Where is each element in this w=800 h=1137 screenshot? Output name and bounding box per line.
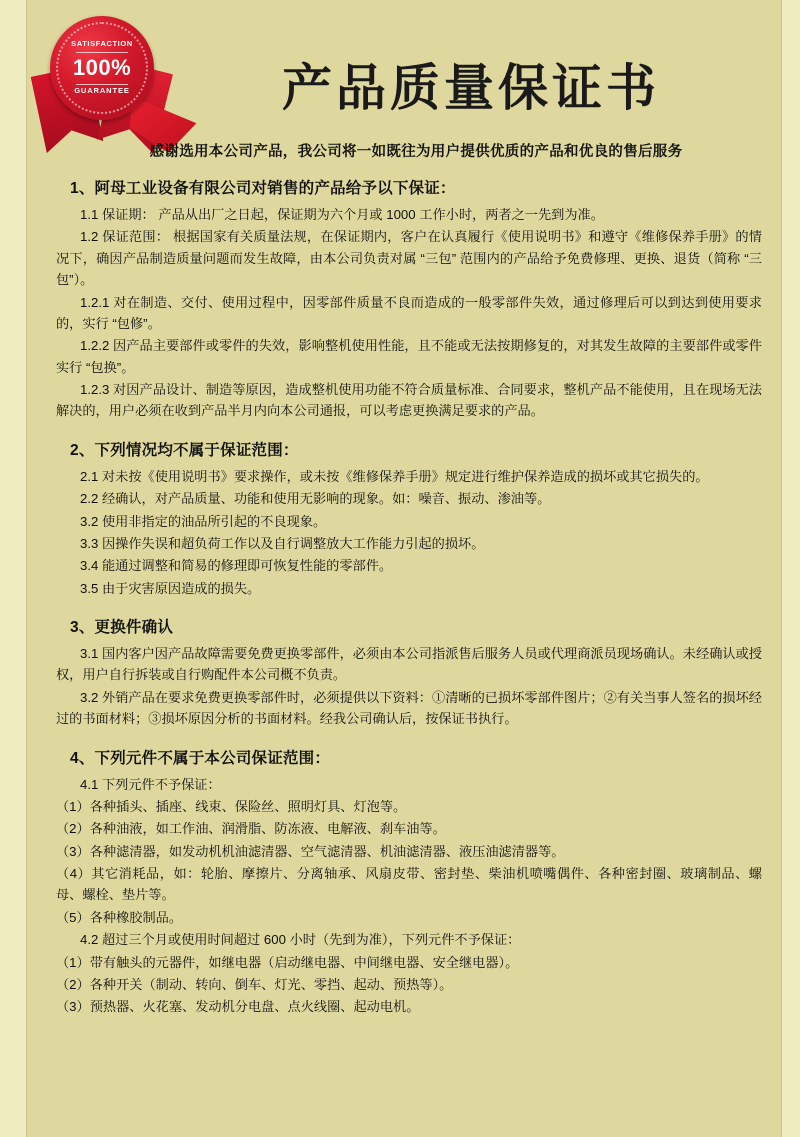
section-1-paragraph-2: 1.2 保证范围： 根据国家有关质量法规，在保证期内，客户在认真履行《使用说明书》和遵守《维修保养手册》的情况下，确因产品制造质量问题而发生故障，由本公司负责对属 “三包” 范围内的产品给予免费修理、更换、退货（简称 “三包”）。: [56, 229, 762, 288]
document-content: [26, 0, 782, 1137]
seal-bottom-text: GUARANTEE: [74, 85, 130, 95]
seal-icon: [50, 16, 154, 120]
section-heading-4: 4、下列元件不属于本公司保证范围：: [70, 749, 331, 767]
section-3-paragraph-1: 3.1 国内客户因产品故障需要免费更换零部件，必须由本公司指派售后服务人员或代理商派员现场确认。未经确认或授权，用户自行拆装或自行购配件本公司概不负责。: [56, 646, 762, 683]
section-4-paragraph-9: （2）各种开关（制动、转向、倒车、灯光、零挡、起动、预热等）。: [56, 976, 453, 992]
section-2-paragraph-1: 2.1 对未按《使用说明书》要求操作，或未按《维修保养手册》规定进行维护保养造成的损坏或其它损失的。: [80, 468, 709, 484]
seal-divider: [76, 52, 128, 53]
section-1-paragraph-3: 1.2.1 对在制造、交付、使用过程中，因零部件质量不良而造成的一般零部件失效，通过修理后可以到达到使用要求的，实行 “包修”。: [56, 294, 762, 331]
section-4-paragraph-4: （3）各种滤清器，如发动机机油滤清器、空气滤清器、机油滤清器、液压油滤清器等。: [56, 843, 565, 859]
guarantee-seal-badge: [34, 8, 184, 158]
section-4-paragraph-5: （4）其它消耗品，如：轮胎、摩擦片、分离轴承、风扇皮带、密封垫、柴油机喷嘴偶件、各种密封圈、玻璃制品、螺母、螺栓、垫片等。: [56, 866, 762, 903]
section-3-paragraph-2: 3.2 外销产品在要求免费更换零部件时，必须提供以下资料：①清晰的已损坏零部件图片；②有关当事人签名的损坏经过的书面材料；③损坏原因分析的书面材料。经我公司确认后，按保证书执行。: [56, 689, 762, 727]
section-1-paragraph-5: 1.2.3 对因产品设计、制造等原因，造成整机使用功能不符合质量标准、合同要求，整机产品不能使用，且在现场无法解决的，用户必须在收到产品半月内向本公司通报，可以考虑更换满足要求的产品。: [56, 382, 762, 419]
section-2-paragraph-2: 2.2 经确认，对产品质量、功能和使用无影响的现象。如：噪音、振动、渗油等。: [80, 491, 551, 507]
right-border-strip: [781, 0, 800, 1137]
section-heading-3: 3、更换件确认: [70, 619, 174, 636]
section-2-paragraph-3: 3.2 使用非指定的油品所引起的不良现象。: [80, 513, 327, 529]
section-1-paragraph-4: 1.2.2 因产品主要部件或零件的失效，影响整机使用性能，且不能或无法按期修复的，对其发生故障的主要部件或零件实行 “包换”。: [56, 338, 762, 375]
section-4-paragraph-3: （2）各种油液，如工作油、润滑脂、防冻液、电解液、刹车油等。: [56, 821, 446, 837]
seal-divider-2: [76, 84, 128, 85]
section-heading-2: 2、下列情况均不属于保证范围：: [70, 441, 299, 459]
page-subtitle: 感谢选用本公司产品，我公司将一如既往为用户提供优质的产品和优良的售后服务: [149, 144, 683, 160]
seal-top-text: SATISFACTION: [71, 38, 133, 48]
section-4-paragraph-8: （1）带有触头的元器件，如继电器（启动继电器、中间继电器、安全继电器）。: [56, 954, 519, 970]
section-4-paragraph-6: （5）各种橡胶制品。: [56, 909, 183, 925]
section-2-paragraph-6: 3.5 由于灾害原因造成的损失。: [80, 580, 261, 596]
section-1-paragraph-1: 1.1 保证期： 产品从出厂之日起，保证期为六个月或 1000 工作小时，两者之一先到为准。: [80, 207, 604, 222]
seal-percent-text: 100%: [72, 54, 132, 80]
section-heading-1: 1、阿母工业设备有限公司对销售的产品给予以下保证：: [70, 180, 456, 197]
section-2-paragraph-5: 3.4 能通过调整和简易的修理即可恢复性能的零部件。: [80, 558, 393, 574]
page-title: 产品质量保证书: [282, 60, 660, 116]
section-4-paragraph-1: 4.1 下列元件不予保证：: [80, 776, 221, 792]
section-4-paragraph-2: （1）各种插头、插座、线束、保险丝、照明灯具、灯泡等。: [56, 798, 407, 814]
left-border-strip: [0, 0, 27, 1137]
section-4-paragraph-10: （3）预热器、火花塞、发动机分电盘、点火线圈、起动电机。: [56, 999, 420, 1015]
document-body: [56, 172, 762, 1019]
seal-inner: [50, 16, 154, 120]
section-4-paragraph-7: 4.2 超过三个月或使用时间超过 600 小时（先到为准），下列元件不予保证：: [80, 932, 521, 948]
section-2-paragraph-4: 3.3 因操作失误和超负荷工作以及自行调整放大工作能力引起的损坏。: [80, 535, 485, 551]
